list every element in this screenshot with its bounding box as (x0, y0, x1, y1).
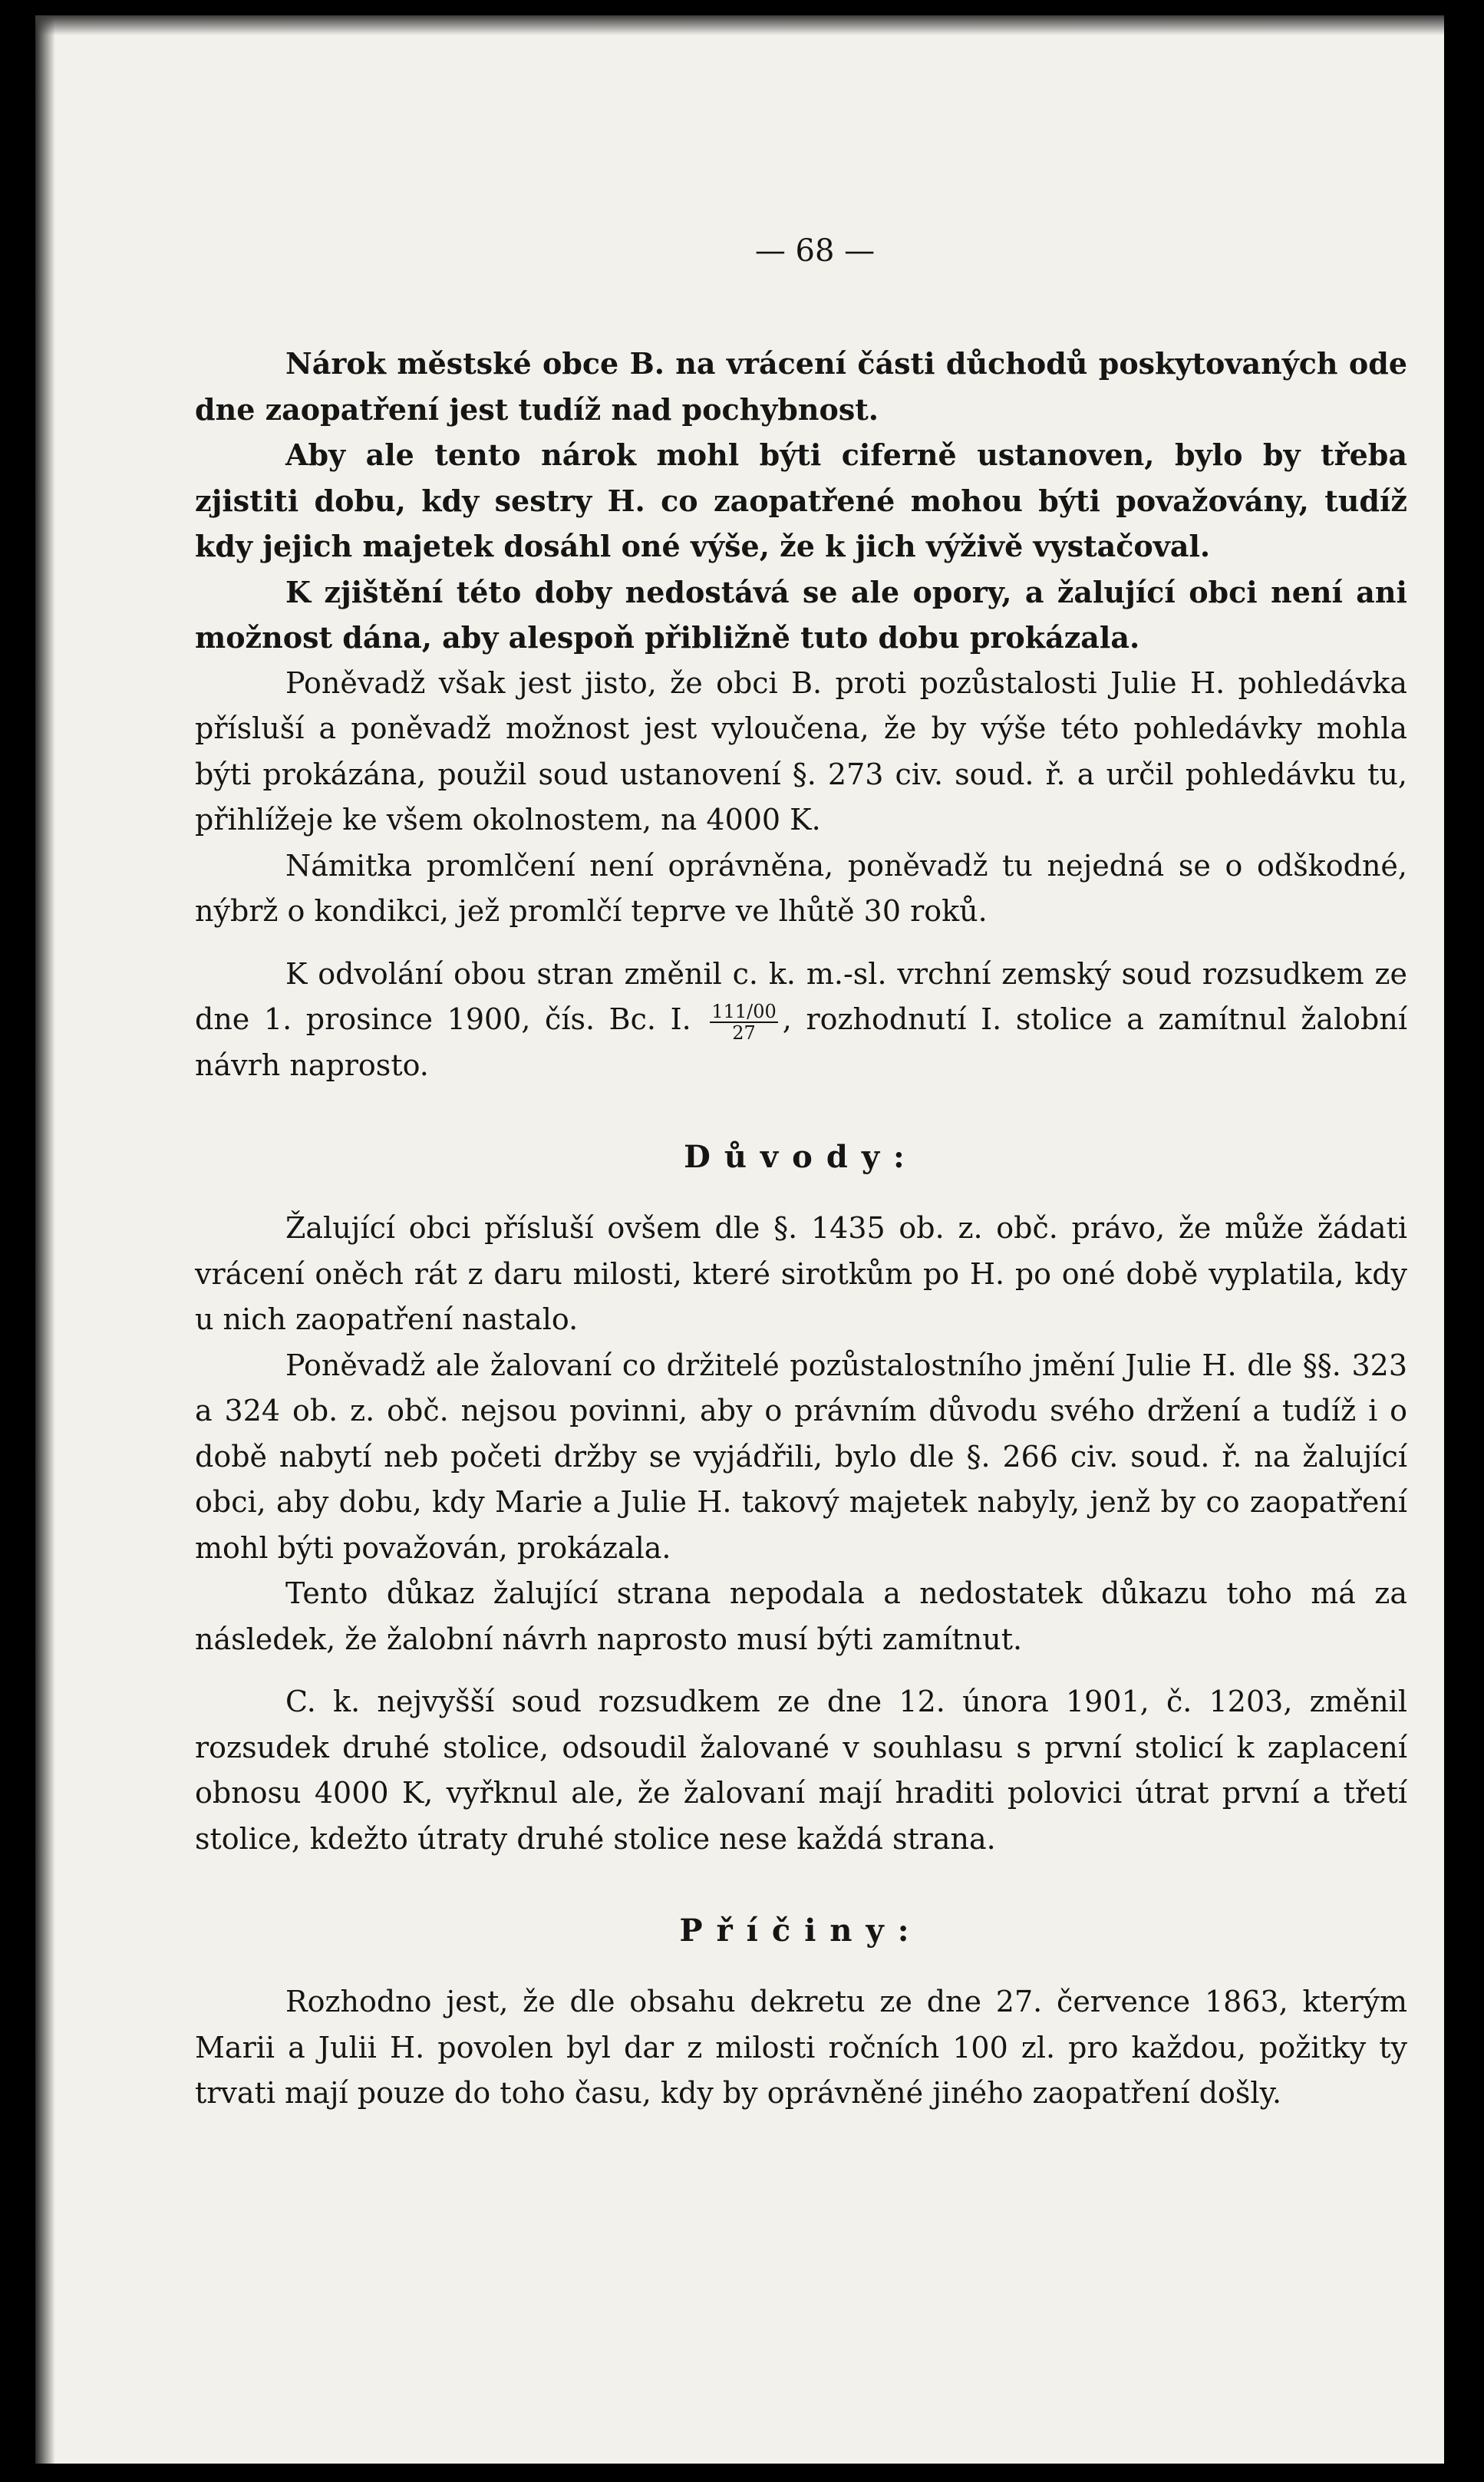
spacer (195, 935, 1407, 952)
paragraph-entitlement: Žalující obci přísluší ovšem dle §. 1435 ob. z. obč. právo, že může žádati vrácení oněch rát z daru milosti, které sirotkům po H. po oné době vyplatila, kdy u nich zaopatření nastalo. (195, 1211, 1407, 1336)
heading-priciny: Příčiny: (679, 1913, 923, 1949)
case-number-fraction (710, 1002, 777, 1043)
paragraph-amount: Aby ale tento nárok mohl býti ciferně ustanoven, bylo by třeba zjistiti dobu, kdy sestry H. co zaopatřené mohou býti považovány, tudíž kdy jejich majetek dosáhl oné výše, že k jich výživě vystačoval. (195, 437, 1407, 563)
scan-shadow-left (35, 15, 55, 2464)
paragraph-court-estimate: Poněvadž však jest jisto, že obci B. proti pozůstalosti Julie H. pohledávka přísluší a poněvadž možnost jest vyloučena, že by výše této pohledávky mohla býti prokázána, použil soud ustanovení §. 273 civ. soud. ř. a určil pohledávku tu, přihlížeje ke všem okolnostem, na 4000 K. (195, 665, 1407, 837)
paragraph-appeal (195, 952, 1407, 1089)
paragraph-evidence: K zjištění této doby nedostává se ale opory, a žalující obci není ani možnost dána, aby alespoň přibližně tuto dobu prokázala. (195, 574, 1407, 655)
paragraph-supreme-court: C. k. nejvyšší soud rozsudkem ze dne 12. února 1901, č. 1203, změnil rozsudek druhé stolice, odsoudil žalované v souhlasu s první stolicí k zaplacení obnosu 4000 K, vyřknul ale, že žalovaní mají hraditi polovici útrat první a třetí stolice, kdežto útraty druhé stolice nese každá strana. (195, 1685, 1407, 1856)
fraction-denominator: 27 (732, 1022, 756, 1044)
paragraph-no-proof: Tento důkaz žalující strana nepodala a nedostatek důkazu toho má za následek, že žalobní návrh naprosto musí býti zamítnut. (195, 1576, 1407, 1656)
paragraph-defendants: Poněvadž ale žalovaní co držitelé pozůstalostního jmění Julie H. dle §§. 323 a 324 ob. z. obč. nejsou povinni, aby o právním důvodu svého držení a tudíž i o době nabytí neb početi držby se vyjádřili, bylo dle §. 266 civ. soud. ř. na žalující obci, aby dobu, kdy Marie a Julie H. takový majetek nabyly, jenž by co zaopatření mohl býti považován, prokázala. (195, 1348, 1407, 1565)
page-text (195, 233, 1407, 2117)
scanned-page (35, 15, 1444, 2464)
heading-duvody: Důvody: (684, 1139, 918, 1175)
fraction-numerator: 111/00 (711, 1000, 777, 1022)
appeal-text-after: , rozhodnutí I. stolice a zamítnul žalobní návrh naprosto. (195, 1002, 1407, 1082)
appeal-text-before: K odvolání obou stran změnil c. k. m.-sl. vrchní zemský soud rozsudkem ze dne 1. prosince 1900, čís. Bc. I. (195, 956, 1407, 1036)
paragraph-decree: Rozhodno jest, že dle obsahu dekretu ze dne 27. července 1863, kterým Marii a Julii H. povolen byl dar z milosti ročních 100 zl. pro každou, požitky ty trvati mají pouze do toho času, kdy by oprávněné jiného zaopatření došly. (195, 1985, 1407, 2110)
paragraph-claim: Nárok městské obce B. na vrácení části důchodů poskytovaných ode dne zaopatření jest tudíž nad pochybnost. (195, 346, 1407, 427)
page-number: — 68 — (754, 233, 876, 269)
spacer (195, 1662, 1407, 1679)
paragraph-limitation: Námitka promlčení není oprávněna, poněvadž tu nejedná se o odškodné, nýbrž o kondikci, jež promlčí teprve ve lhůtě 30 roků. (195, 848, 1407, 928)
scan-shadow-top (35, 15, 1444, 35)
